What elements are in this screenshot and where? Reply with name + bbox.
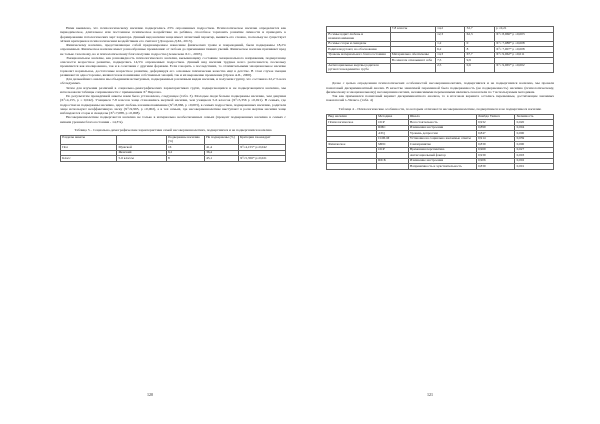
table-cell: 0,914 <box>476 136 515 142</box>
table-cell: 0,039 <box>515 136 554 142</box>
table-cell: 0,932 <box>476 120 515 126</box>
table-row <box>327 164 554 170</box>
paragraph: Эмоциональное насилие, как разновидность психологического насилия, вызывающему состояние эмоционального напряжения, подвергающе опасности возрастное развитие, подверглись 14,5% опрошенных подростков. Данный вид насилия труднее всего распознается, поскольку проявляется как изолированно, так и в сочетании с другими формами. Если говорить о последствиях, то отличительными эмоциональное насилие тормозит нормальное, достаточные возрастное развитие, деформируя его основные психические качества ещё в детстве. В этом случае эмоции развиваются односторонне, являются как понимание собственных эмоций, так и их выражение проявление [Орлов А.Б., 2000]. <box>60 55 286 77</box>
table-cell: В семье ссоры и скандалы <box>327 41 391 47</box>
table-cell <box>390 32 435 41</box>
table-cell: X²=4,155* р=0,042 <box>238 145 285 151</box>
table-cell: Пол <box>61 145 117 151</box>
table-cell: Женский <box>117 150 167 156</box>
table-cell: 8 <box>166 156 204 162</box>
header-cell: Значимость <box>515 114 554 120</box>
table-3-continued <box>326 26 554 73</box>
table-cell: 12,3 <box>435 32 465 41</box>
table-row <box>61 156 286 162</box>
paragraph: Для дальнейшего анализа мы объединили испытуемых, подверженных различным видам насилия, и получили группу, что составило 22,2 % всех обследуемых. <box>60 77 286 86</box>
page-number: 121 <box>427 392 433 397</box>
table-cell: 45,1 <box>205 156 239 162</box>
table-cell <box>327 164 377 170</box>
table-cell: 36,4 <box>205 150 239 156</box>
table-cell: ШБС <box>376 125 408 131</box>
table-caption: Таблица 4 – Психологические особенности, по которым отличаются несовершеннолетние, подвергшиеся и не подвергшиеся насилию <box>338 106 542 111</box>
header-cell: Методика <box>376 114 408 120</box>
table-cell: 0,001 <box>515 164 554 170</box>
table-cell: Изменения настроения <box>408 125 476 131</box>
table-cell: 5-6 классы <box>117 156 167 162</box>
table-cell: 7,5 <box>435 58 465 64</box>
table-cell: 0,839 <box>476 142 515 148</box>
table-cell: Несостоятельность <box>408 120 476 126</box>
table-row <box>327 63 554 72</box>
table-4 <box>326 114 554 170</box>
left-page-content <box>60 26 286 162</box>
header-cell: Разделы анкеты <box>61 136 117 145</box>
table-cell: 0,969 <box>476 147 515 153</box>
header-cell: Критерии хи-квадрат <box>238 136 285 145</box>
table-cell: ОСР <box>376 147 408 153</box>
table-cell: 62,3 <box>465 32 495 41</box>
header-cell: Не подвержены (%) <box>205 136 239 145</box>
table-cell: Мужской <box>117 145 167 151</box>
table-cell: СОП-М <box>376 136 408 142</box>
table-cell: ОСР <box>376 120 408 126</box>
table-cell: 2,5 <box>435 63 465 72</box>
table-cell: 0,939 <box>476 153 515 159</box>
table-cell: р =0,21 <box>494 27 553 33</box>
table-cell: X²= 9,062* р =0,011 <box>494 52 553 58</box>
table-cell: 41,4 <box>205 145 239 151</box>
table-cell: 0,020 <box>515 120 554 126</box>
header-cell: Вид насилия <box>327 114 377 120</box>
table-cell: 0,839 <box>476 164 515 170</box>
table-cell: 8 <box>465 47 495 53</box>
table-cell: 32,7 <box>465 27 495 33</box>
table-cell: 0,000 <box>515 142 554 148</box>
table-cell: 0,027 <box>515 147 554 153</box>
page-number: 120 <box>147 392 153 397</box>
paragraph: Физическому насилию, представляющее собой преднамеренное нанесение физических травм и повреждений, были подвержены 18,2% опрошенных. Физическое насилие имеет разнообразные проявления: от побоев до причинения тяжких увечий. Физическое насилие причиняет вред не только телесному, но и психологическому благополучию подростка [Алексеева Л.С., 2003]. <box>60 43 286 56</box>
table-cell: Антисоциальный фактор <box>408 153 476 159</box>
table-cell: 14,2 <box>435 27 465 33</box>
table-cell: Уровень материального благосостояния <box>327 52 391 58</box>
table-cell: 1,2 <box>435 41 465 47</box>
paragraph: Далее с целью определения психологических особенностей несовершеннолетних, подвергшихся и не подвергшихся насилию, мы провели пошаговый дискриминантный анализ. В качестве зависимой переменной была подверженность (не подверженность) насилию (психологическому, физическому и эмоциональному) несовершеннолетних, независимыми переменными являлись показатели по 7 используемым методикам. <box>326 81 554 94</box>
table-cell: 0,003 <box>515 153 554 159</box>
table-cell <box>376 164 408 170</box>
table-cell: 0,002 <box>515 158 554 164</box>
table-caption: Таблица 3 – Социально-демографические характеристики семей несовершеннолетних, подвергшихся и не подвергшихся насилию <box>74 127 272 132</box>
paragraph: Так как применялся пошаговый вариант дискриминантного анализа, то в итоговом варианте остались переменные, достигающие значимых показателей λ-Уилкса. (табл. 4) <box>326 94 554 103</box>
table-cell: Изменение настроения <box>408 158 476 164</box>
table-cell: 0,004 <box>515 125 554 131</box>
table-cell: 6,2 <box>166 150 204 156</box>
table-cell: 0,906 <box>476 158 515 164</box>
table-cell: Во многом отказывают себе <box>390 58 435 64</box>
table-cell: Класс <box>61 156 117 162</box>
table-cell: 9,9 <box>465 58 495 64</box>
table-cell: Родители ругают, но обоснованно <box>327 47 391 53</box>
table-cell: МИС <box>376 142 408 148</box>
table-cell: 16 <box>166 145 204 151</box>
table-cell: Установка на социально желаемые ответы <box>408 136 476 142</box>
table-cell: 0,899 <box>476 125 515 131</box>
table-header-row <box>61 136 286 145</box>
table-cell: Самопринятие <box>408 142 476 148</box>
table-cell: Временная перспектива <box>408 147 476 153</box>
table-cell: 0,847 <box>476 131 515 137</box>
right-page-content <box>326 26 554 170</box>
table-cell: X²= 9,965* р =0,002 <box>494 63 553 72</box>
table-cell: 0,000 <box>515 131 554 137</box>
header-cell: Подвержены насилию (%) <box>166 136 204 145</box>
table-cell: 67,7 <box>465 52 495 58</box>
table-cell: В семье царит любовь и взаимопонимание <box>327 32 391 41</box>
table-cell: Материально обеспечены <box>390 52 435 58</box>
table-cell: Психологическое <box>327 120 377 126</box>
table-cell: Антисоциальные жертвы родителя ругаются неадекватно грубо <box>327 63 391 72</box>
table-3 <box>60 135 286 162</box>
table-row <box>327 32 554 41</box>
table-cell: X²= 8,966* р =0,003 <box>494 32 553 41</box>
right-page <box>300 0 600 424</box>
table-cell: Уровень депрессии <box>408 131 476 137</box>
header-cell: Лямбда Уилкса <box>476 114 515 120</box>
paragraph: Несовершеннолетние подвергаются насилию не только в материально необеспеченных семьях (процент подверженных насилию в семьях с низким уровнем благосостояния - 14,3%). <box>60 115 286 124</box>
table-cell: АТQ <box>376 131 408 137</box>
table-cell: 6,2 <box>435 47 465 53</box>
table-cell <box>390 63 435 72</box>
table-cell: Физическое <box>327 142 377 148</box>
table-cell: ШСБ <box>376 158 408 164</box>
table-cell: X²=5,356* р=0,021 <box>238 156 285 162</box>
table-cell: 0 <box>465 41 495 47</box>
paragraph: Затем для изучения различий в социально-демографических характеристиках групп, подвергающихся и не подвергающихся насилию, мы использовали таблицы сопряженности с применением X² Пирсона. <box>60 85 286 94</box>
header-cell <box>117 136 167 145</box>
table-cell: Напряжённость и чувствительность <box>408 164 476 170</box>
table-cell: X²= 7,007* р =0,008 <box>494 47 553 53</box>
paragraph: Нами выявлено, что психологическому насилию подвергались 23% опрошенных подростков. Психологическое насилие определяется как периодическое, длительное или постоянное психическое воздействие на ребёнка, способное тормозить развитие личности и приводить к формированию патологических черт характера. Данный вид насилия чаще имеет латентный характер, выявить его сложно, поскольку не существует чётких критериев и психологическим воздействием его считают [Дозорова Д.М., 2013]. <box>60 26 286 43</box>
table-cell: 0,6 <box>465 63 495 72</box>
paragraph: По результатам проведённой анкеты нами было установлено, следующее (табл. 3). Молодые люди больше подвержены насилию, чем девушки (X²=4,155, p = 0,042). Учащиеся 7-8 классов чаще становились жертвой насилия, чем учащиеся 5-6 классов (X²=5,356 p =0,021). В семьях, где подростки не подвержены насилию, царит любовь и взаимопонимание (X²=8,966, p =0,003), в семьях подростков, подверженных насилию, родители чаще используют неэффективную ласку (X²=9,965, p =0,002), а в тех семьях, где несовершеннолетние выступают в роли жертвы насилия чаще наблюдаются ссоры и скандалы (X²=7,088, p =0,008). <box>60 94 286 115</box>
table-cell: X²= 7,088* р =0,008 <box>494 41 553 47</box>
table-cell: 7-8 классы <box>390 27 435 33</box>
table-cell: 14,3 <box>435 52 465 58</box>
header-cell: Шкала <box>408 114 476 120</box>
